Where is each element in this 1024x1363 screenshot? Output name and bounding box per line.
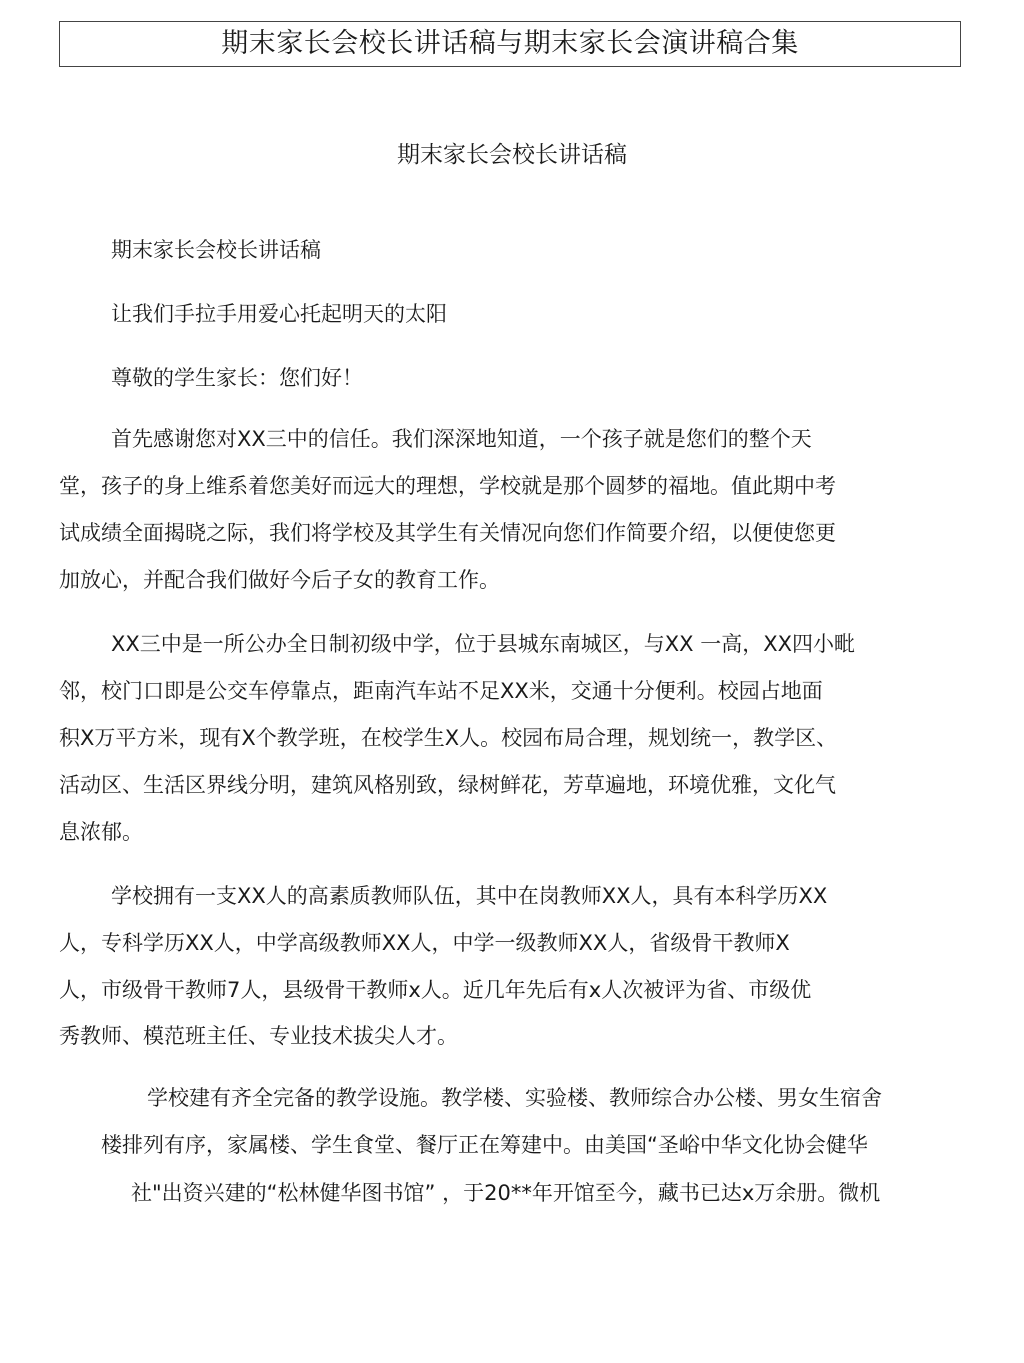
paragraph-line: 人，专科学历XX人，中学高级教师XX人，中学一级教师XX人，省级骨干教师X xyxy=(59,931,790,955)
paragraph-line: 首先感谢您对XX三中的信任。我们深深地知道，一个孩子就是您们的整个天 xyxy=(111,427,812,451)
speech-heading: 期末家长会校长讲话稿 xyxy=(111,238,321,262)
speech-subheading: 让我们手拉手用爱心托起明天的太阳 xyxy=(111,302,447,326)
paragraph-line: 堂，孩子的身上维系着您美好而远大的理想，学校就是那个圆梦的福地。值此期中考 xyxy=(59,474,836,498)
paragraph-line: 加放心，并配合我们做好今后子女的教育工作。 xyxy=(59,568,500,592)
paragraph-line: 学校建有齐全完备的教学设施。教学楼、实验楼、教师综合办公楼、男女生宿舍 xyxy=(147,1086,882,1110)
greeting: 尊敬的学生家长：您们好！ xyxy=(111,366,363,390)
paragraph-line: 积X万平方米，现有X个教学班，在校学生X人。校园布局合理，规划统一，教学区、 xyxy=(59,726,838,750)
header-title: 期末家长会校长讲话稿与期末家长会演讲稿合集 xyxy=(221,28,799,59)
paragraph-line: 社"出资兴建的“松林健华图书馆” ，于20**年开馆至今，藏书已达x万余册。微机 xyxy=(131,1181,881,1205)
paragraph-line: 息浓郁。 xyxy=(59,820,143,844)
paragraph-line: 学校拥有一支XX人的高素质教师队伍，其中在岗教师XX人，具有本科学历XX xyxy=(111,884,828,908)
paragraph-line: 秀教师、模范班主任、专业技术拔尖人才。 xyxy=(59,1024,458,1048)
paragraph-line: XX三中是一所公办全日制初级中学，位于县城东南城区，与XX 一高，XX四小毗 xyxy=(111,632,855,656)
paragraph-line: 人，市级骨干教师7人，县级骨干教师x人。近几年先后有x人次被评为省、市级优 xyxy=(59,978,812,1002)
paragraph-line: 活动区、生活区界线分明，建筑风格别致，绿树鲜花，芳草遍地，环境优雅，文化气 xyxy=(59,773,836,797)
paragraph-line: 试成绩全面揭晓之际，我们将学校及其学生有关情况向您们作简要介绍，以便使您更 xyxy=(59,521,836,545)
paragraph-line: 邻，校门口即是公交车停靠点，距南汽车站不足XX米，交通十分便利。校园占地面 xyxy=(59,679,823,703)
section-title: 期末家长会校长讲话稿 xyxy=(397,142,627,168)
paragraph-line: 楼排列有序，家属楼、学生食堂、餐厅正在筹建中。由美国“圣峪中华文化协会健华 xyxy=(101,1133,868,1157)
document-header xyxy=(59,21,961,67)
